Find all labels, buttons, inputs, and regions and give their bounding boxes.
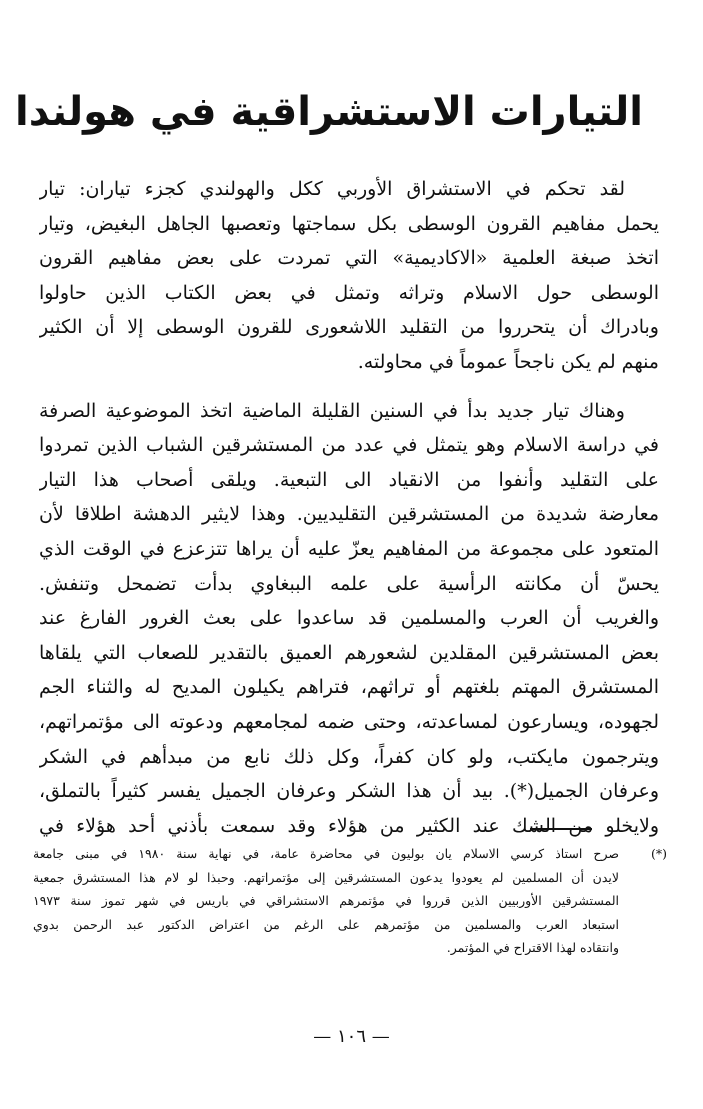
paragraph-1-line: وبادراك أن يتحرروا من التقليد اللاشعورى للقرون الوسطى إلا أن الكثير [39,316,659,339]
paragraph-1-line: يحمل مفاهيم القرون الوسطى بكل سماجتها وتعصبها الجاهل البغيض، وتيار [39,212,659,235]
paragraph-2-line: على التقليد وأنفوا من الانقياد الى التبعية. ويلقى أصحاب هذا التيار [39,468,659,491]
paragraph-2-line: يحسّ أن مكانته الرأسية على علمه الببغاوي بدأت تضمحل وتنفش. [39,572,659,595]
page-number: — ١٠٦ — [313,1026,390,1047]
chapter-heading: التيارات الاستشراقية في هولندا [15,89,643,135]
paragraph-2-line: معارضة شديدة من المستشرقين التقليديين. وهذا لايثير الدهشة اطلاقا لأن [39,503,659,526]
paragraph-2-line: ولايخلو من الشك عند الكثير من هؤلاء وقد سمعت بأذني أحد هؤلاء في [39,814,659,837]
paragraph-1-line: منهم لم يكن ناجحاً عموماً في محاولته. [357,350,659,373]
footnote-line: صرح استاذ كرسي الاسلام يان بوليون في محاضرة عامة، في نهاية سنة ١٩٨٠ في مبنى جامعة [33,846,619,861]
paragraph-2-line: وعرفان الجميل(*). بيد أن هذا الشكر وعرفان الجميل يفسر كثيراً بالتملق، [39,780,659,803]
footnote-line: وانتقاده لهذا الاقتراح في المؤتمر. [446,940,619,955]
footnote-line: المستشرقين الأوربيين الذين قرروا في مؤتمرهم الاستشراقي في باريس في شهر تموز سنة ١٩٧٣ [33,893,619,908]
paragraph-1-line: اتخذ صبغة العلمية «الاكاديمية» التي تمردت على بعض مفاهيم القرون [39,247,659,270]
footnote-text [33,842,619,960]
paragraph-1-line: الوسطى حول الاسلام وتراثه وتمثل في بعض الكتاب الذين حاولوا [39,281,659,304]
footnote-line: لايدن أن المسلمين لم يعودوا يدعون المستشرقين إلى مؤتمراتهم. وحبذا لو لام هذا المستشرق جمعية [33,869,619,885]
paragraph-2-line: والغريب أن العرب والمسلمين قد ساعدوا على بعث الغرور الفارغ عند [39,607,659,630]
footnote-marker: (*) [650,846,667,861]
paragraph-2-line: وهناك تيار جديد بدأ في السنين القليلة الماضية اتخذ الموضوعية الصرفة [39,399,625,422]
paragraph-2-line: ويترجمون مايكتب، ولو كان كفراً، وكل ذلك نابع من مبدأهم في الشكر [39,745,659,768]
paragraph-1-line: لقد تحكم في الاستشراق الأوربي ككل والهولندي كجزء تياران: تيار [39,178,625,200]
paragraph-2-line: المتعود على مجموعة من المفاهيم يعزّ عليه أن يراها تتزعزع في الوقت الذي [39,537,659,560]
paragraph-2-line: المستشرق المهتم بلغتهم أو تراثهم، فتراهم يكيلون المديح له والثناء الجم [39,676,659,699]
body-text [39,172,659,843]
paragraph-gap [39,380,659,394]
paragraph-2-line: لجهوده، ويسارعون لمساعدته، وحتى ضمه لمجامعهم ودعوته الى مؤتمراتهم، [39,710,659,733]
paragraph-2-line: في دراسة الاسلام وهو يتمثل في عدد من المستشرقين الشباب الذين تمردوا [39,434,659,457]
footnote-line: استبعاد العرب والمسلمين من مؤتمرهم على الرغم من اعتراض الدكتور عبد الرحمن بدوي [33,916,619,932]
footnote-separator [530,828,592,830]
paragraph-2-line: بعض المستشرقين المقلدين لشعورهم العميق بالتقدير للصعاب التي يلقاها [39,641,659,664]
